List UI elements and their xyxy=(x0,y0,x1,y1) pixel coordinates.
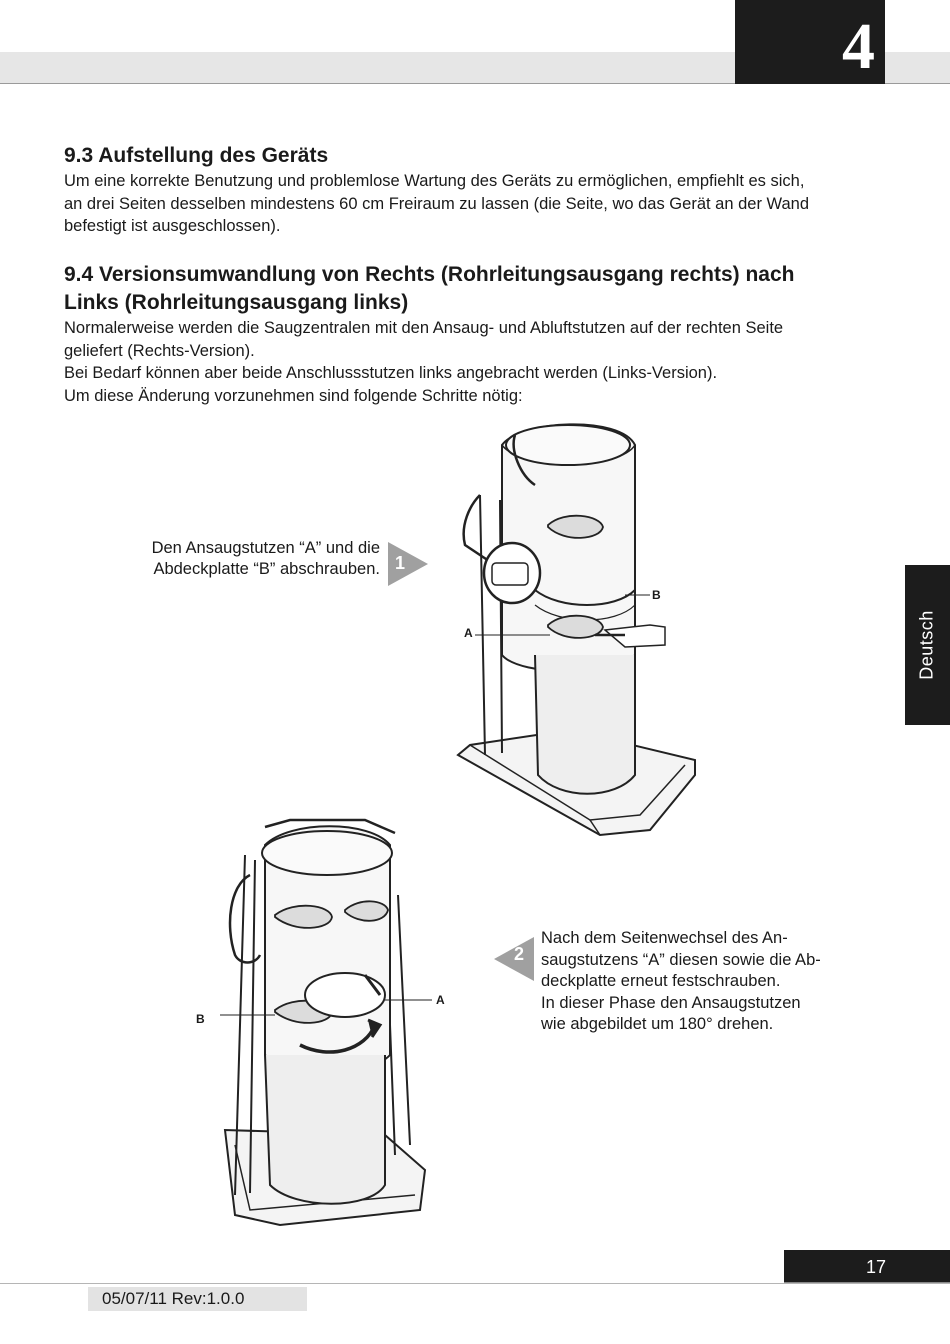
step2-number: 2 xyxy=(514,944,525,964)
section-94-line: geliefert (Rechts-Version). xyxy=(64,341,255,360)
step1-caption xyxy=(110,538,380,580)
step1-number: 1 xyxy=(395,553,406,573)
section-93-line: Um eine korrekte Benutzung und problemlose Wartung des Geräts zu ermöglichen, empfiehlt es sich, xyxy=(64,172,805,190)
revision-box xyxy=(88,1287,307,1311)
step1-illustration xyxy=(440,415,720,845)
step2-label-a: A xyxy=(436,993,445,1007)
page-number-box xyxy=(784,1250,950,1283)
chapter-badge xyxy=(735,0,885,84)
revision-text: 05/07/11 Rev:1.0.0 xyxy=(102,1289,245,1308)
language-tab-label: Deutsch xyxy=(916,610,937,680)
step1-caption-line: Den Ansaugstutzen “A” und die xyxy=(151,539,380,557)
section-93-line: an drei Seiten desselben mindestens 60 cm Freiraum zu lassen (die Seite, wo das Gerät an der Wand xyxy=(64,194,810,213)
section-93-body xyxy=(64,170,885,238)
section-93-title: 9.3 Aufstellung des Geräts xyxy=(64,144,329,167)
section-93-line: befestigt ist ausgeschlossen). xyxy=(64,217,281,235)
section-94-body xyxy=(64,317,885,407)
section-94-line: Um diese Änderung vorzunehmen sind folgende Schritte nötig: xyxy=(64,386,523,405)
step1-label-b: B xyxy=(652,588,661,602)
section-94-line: Normalerweise werden die Saugzentralen mit den Ansaug- und Abluftstutzen auf der rechten Seite xyxy=(64,319,784,337)
footer-rule xyxy=(0,1283,950,1284)
step2-illustration xyxy=(220,815,440,1230)
chapter-number: 4 xyxy=(842,10,875,83)
step1-caption-line: Abdeckplatte “B” abschrauben. xyxy=(153,560,380,578)
language-tab xyxy=(905,565,950,725)
step2-caption-line: saugstutzens “A” diesen sowie die Ab- xyxy=(541,950,821,969)
step2-label-b: B xyxy=(196,1012,205,1026)
step2-caption-line: Nach dem Seitenwechsel des An- xyxy=(541,929,788,947)
section-94-title-line1: 9.4 Versionsumwandlung von Rechts (Rohrleitungsausgang rechts) nach xyxy=(64,263,795,286)
section-94-title-line2: Links (Rohrleitungsausgang links) xyxy=(64,291,409,314)
step2-caption-line: wie abgebildet um 180° drehen. xyxy=(541,1015,774,1033)
step2-caption xyxy=(541,928,853,1036)
page-number: 17 xyxy=(865,1257,886,1277)
step1-label-a: A xyxy=(464,626,473,640)
step1-arrow-icon xyxy=(388,542,428,586)
step2-caption-line: In dieser Phase den Ansaugstutzen xyxy=(541,993,801,1012)
step2-caption-line: deckplatte erneut festschrauben. xyxy=(541,972,781,990)
section-94-line: Bei Bedarf können aber beide Anschlussstutzen links angebracht werden (Links-Version). xyxy=(64,364,718,382)
